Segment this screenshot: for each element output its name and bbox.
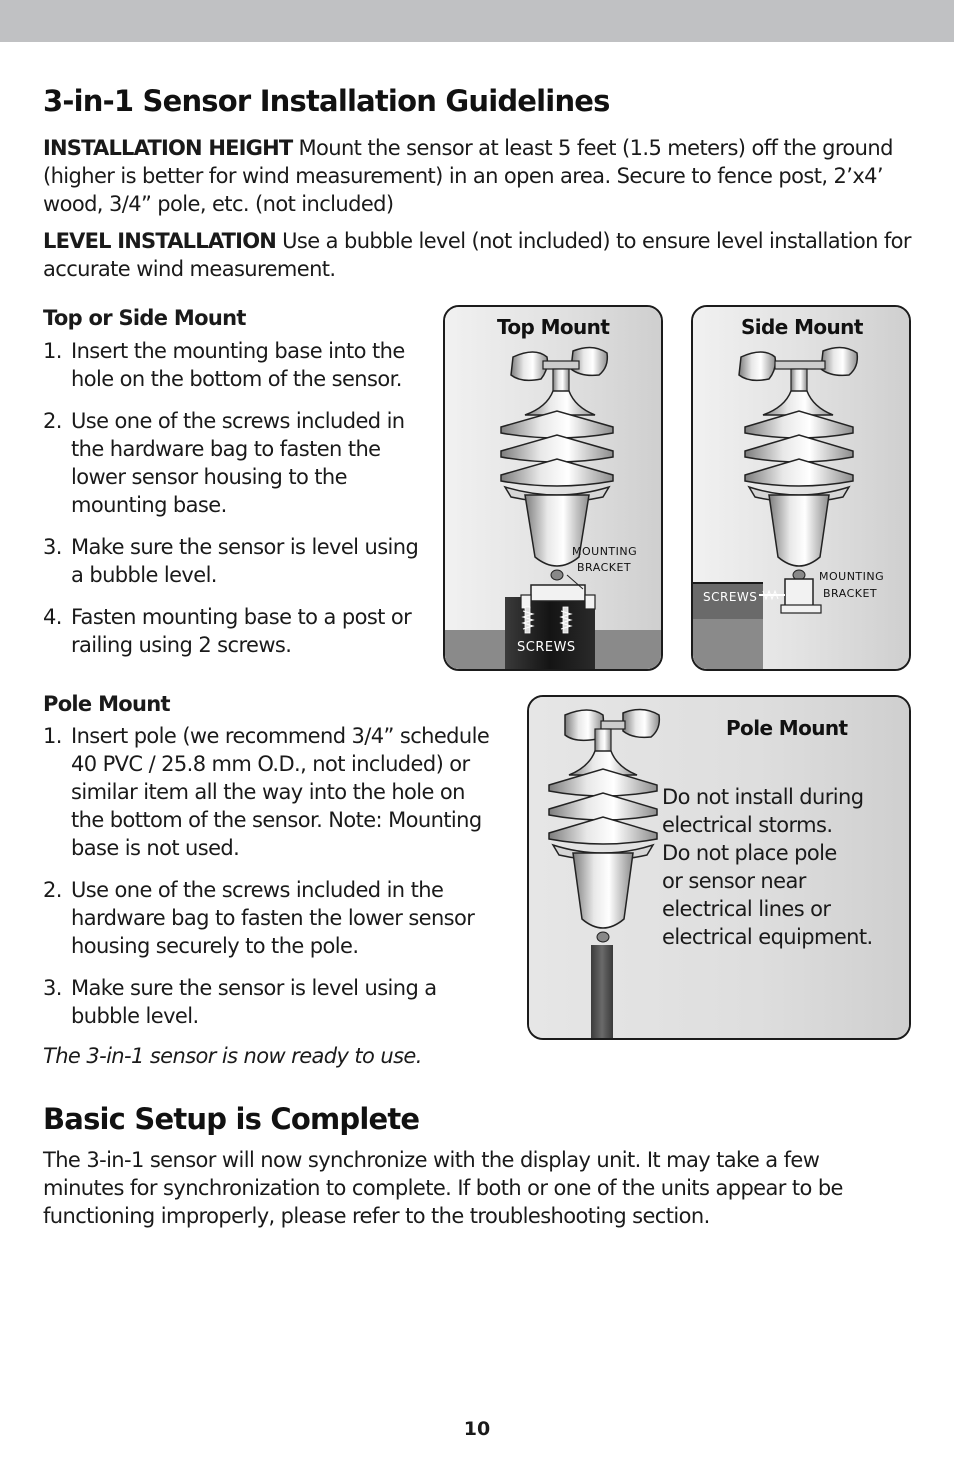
side-mount-screws-label: SCREWS: [703, 590, 758, 604]
step-number: 2.: [43, 409, 62, 433]
warning-line: Do not install during: [662, 785, 864, 809]
top-mount-title: Top Mount: [497, 315, 610, 339]
step-text: Make sure the sensor is level using a bubble level.: [71, 976, 437, 1028]
installation-height-lead: INSTALLATION HEIGHT: [43, 136, 293, 160]
step-number: 2.: [43, 878, 62, 902]
list-item: [43, 722, 503, 862]
top-side-mount-heading: Top or Side Mount: [43, 306, 246, 330]
setup-complete-text: The 3-in-1 sensor will now synchronize with the display unit. It may take a few minutes for synchronization to complete. If both or one of the units appear to be functioning improperly, please refer to the troubleshooting section.: [43, 1148, 843, 1228]
step-number: 4.: [43, 605, 62, 629]
warning-line: Do not place pole: [662, 841, 837, 865]
setup-complete-heading: Basic Setup is Complete: [43, 1102, 420, 1136]
side-mount-figure: [691, 305, 911, 671]
level-installation-lead: LEVEL INSTALLATION: [43, 229, 277, 253]
page-title: 3-in-1 Sensor Installation Guidelines: [43, 84, 610, 118]
pole-mount-title: Pole Mount: [726, 716, 848, 740]
warning-line: electrical equipment.: [662, 925, 873, 949]
list-item: [43, 407, 411, 519]
top-mount-bracket-label-1: MOUNTING: [572, 545, 638, 558]
warning-line: electrical lines or: [662, 897, 831, 921]
header-bar: [0, 0, 954, 42]
step-text: Insert pole (we recommend 3/4” schedule 40 PVC / 25.8 mm O.D., not included) or similar item all the way into the hole on the bottom of the sensor. Note: Mounting base is not used.: [71, 724, 490, 860]
level-installation-paragraph: [43, 227, 918, 283]
step-number: 1.: [43, 724, 62, 748]
top-mount-illustration: [445, 307, 661, 669]
step-number: 3.: [43, 976, 62, 1000]
list-item: [43, 974, 481, 1030]
pole-mount-warning: [662, 783, 892, 951]
side-mount-bracket-label-1: MOUNTING: [819, 570, 885, 583]
list-item: [43, 876, 503, 960]
top-mount-screws-label: SCREWS: [517, 640, 576, 655]
level-installation-text: Use a bubble level (not included) to ensure level installation for accurate wind measurement.: [43, 229, 911, 281]
side-mount-illustration: [693, 307, 909, 669]
list-item: [43, 603, 428, 659]
pole-mount-heading: Pole Mount: [43, 692, 170, 716]
step-number: 1.: [43, 339, 62, 363]
list-item: [43, 337, 428, 393]
pole-mount-steps: [43, 722, 503, 1044]
page-number: 10: [463, 1418, 491, 1440]
side-mount-bracket-label-2: BRACKET: [823, 587, 878, 600]
step-text: Use one of the screws included in the hardware bag to fasten the lower sensor housing to the mounting base.: [71, 409, 405, 517]
step-text: Make sure the sensor is level using a bubble level.: [71, 535, 419, 587]
step-text: Insert the mounting base into the hole on the bottom of the sensor.: [71, 339, 405, 391]
step-text: Use one of the screws included in the hardware bag to fasten the lower sensor housing securely to the pole.: [71, 878, 475, 958]
top-side-mount-steps: [43, 337, 428, 673]
installation-height-text: Mount the sensor at least 5 feet (1.5 meters) off the ground (higher is better for wind measurement) in an open area. Secure to fence post, 2’x4’ wood, 3/4” pole, etc. (not included): [43, 136, 893, 216]
warning-line: electrical storms.: [662, 813, 833, 837]
warning-line: or sensor near: [662, 869, 806, 893]
step-text: Fasten mounting base to a post or railing using 2 screws.: [71, 605, 412, 657]
top-mount-figure: [443, 305, 663, 671]
ready-note: The 3-in-1 sensor is now ready to use.: [43, 1044, 422, 1068]
installation-height-paragraph: [43, 134, 918, 218]
list-item: [43, 533, 428, 589]
step-number: 3.: [43, 535, 62, 559]
pole-mount-figure: [527, 695, 911, 1040]
top-mount-bracket-label-2: BRACKET: [577, 561, 632, 574]
side-mount-title: Side Mount: [741, 315, 863, 339]
